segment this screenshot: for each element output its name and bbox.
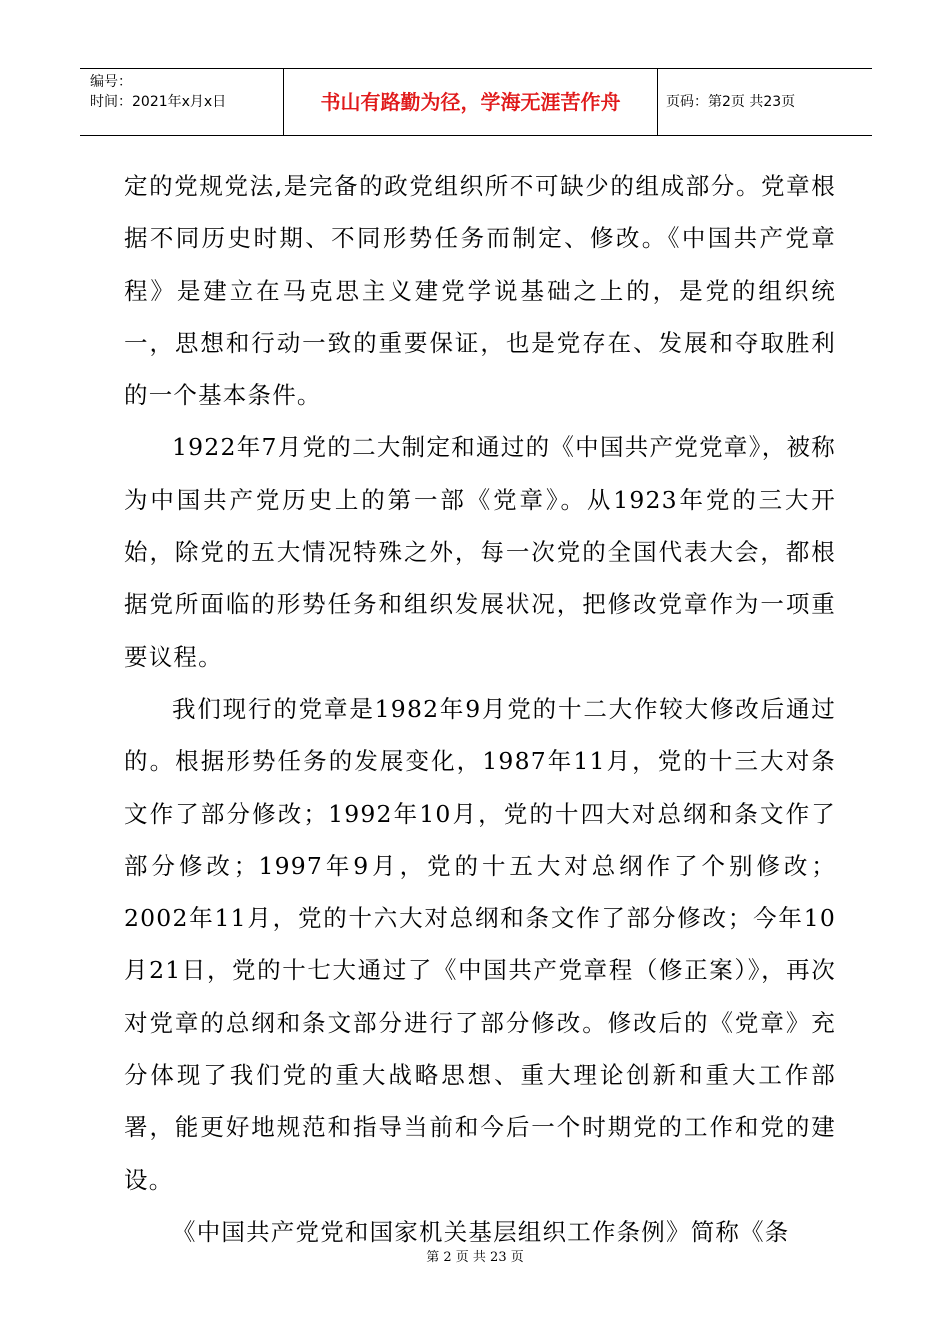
paragraph-current-charter: 我们现行的党章是1982年9月党的十二大作较大修改后通过的。根据形势任务的发展变化，1987年11月，党的十三大对条文作了部分修改；1992年10月，党的十四大对总纲和条文作了部分修改；1997年9月，党的十五大对总纲作了个别修改；2002年11月，党的十六大对总纲和条文作了部分修改；今年10月21日，党的十七大通过了《中国共产党章程（修正案）》，再次对党章的总纲和条文部分进行了部分修改。修改后的《党章》充分体现了我们党的重大战略思想、重大理论创新和重大工作部署，能更好地规范和指导当前和今后一个时期党的工作和党的建设。 bbox=[124, 694, 836, 1194]
document-time-label: 时间：2021年x月x日 bbox=[90, 94, 227, 110]
page-footer bbox=[0, 1246, 950, 1265]
header-motto-cell bbox=[284, 69, 658, 135]
document-body bbox=[124, 160, 836, 1258]
header-page-info: 页码：第2页 共23页 bbox=[666, 94, 796, 110]
page-header bbox=[80, 68, 872, 136]
header-page-cell bbox=[658, 69, 872, 135]
header-motto: 书山有路勤为径，学海无涯苦作舟 bbox=[320, 90, 621, 114]
footer-page-number: 第 2 页 共 23 页 bbox=[426, 1250, 524, 1265]
document-number-label: 编号： bbox=[90, 74, 132, 90]
paragraph-continuation: 定的党规党法,是完备的政党组织所不可缺少的组成部分。党章根据不同历史时期、不同形势任务而制定、修改。《中国共产党章程》是建立在马克思主义建党学说基础之上的，是党的组织统一，思想和行动一致的重要保证，也是党存在、发展和夺取胜利的一个基本条件。 bbox=[124, 172, 836, 410]
paragraph-first-charter: 1922年7月党的二大制定和通过的《中国共产党党章》，被称为中国共产党历史上的第一部《党章》。从1923年党的三大开始，除党的五大情况特殊之外，每一次党的全国代表大会，都根据党所面临的形势任务和组织发展状况，把修改党章作为一项重要议程。 bbox=[124, 433, 836, 671]
header-meta-cell bbox=[80, 69, 284, 135]
paragraph-regulations: 《中国共产党党和国家机关基层组织工作条例》简称《条 bbox=[172, 1217, 790, 1246]
